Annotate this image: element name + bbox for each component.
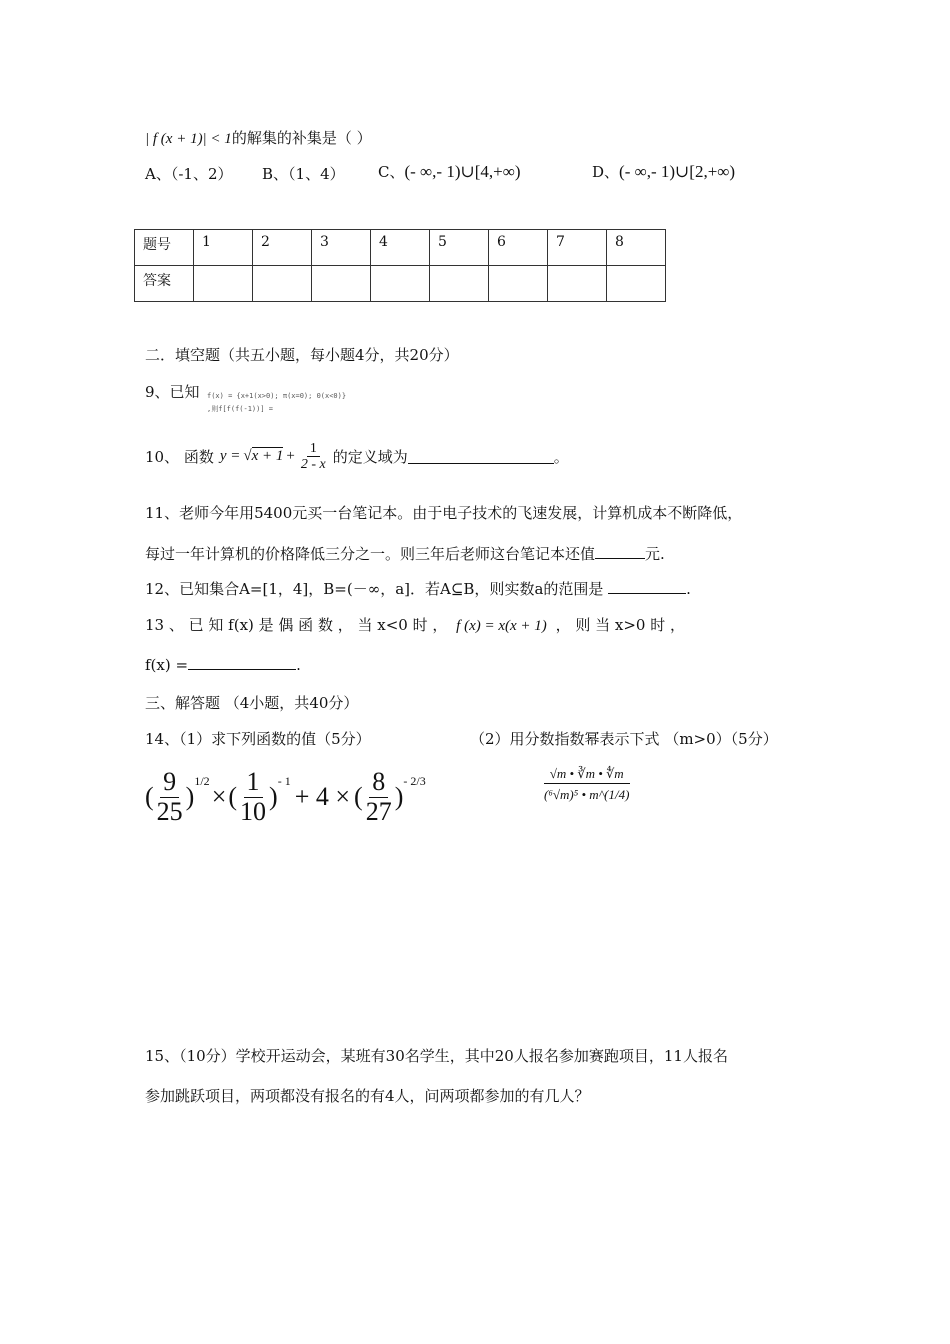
q14-expression-2 [538, 765, 635, 807]
q13-line2-end: . [296, 656, 301, 674]
q10-frac-den: 2 - x [300, 457, 326, 473]
q9-formula-line1: f(x) = {x+1(x>0); π(x=0); 0(x<0)} [207, 392, 347, 400]
q14-f2-num: 1 [244, 768, 263, 798]
q8-option-c-label: C、 [378, 163, 405, 181]
q10 [145, 441, 569, 473]
q12-text: 12、已知集合A=[1，4]，B=(－∞，a]．若A⊆B，则实数a的范围是 [145, 580, 604, 598]
answer-cell[interactable] [430, 266, 489, 302]
table-cell-number: 4 [371, 230, 430, 266]
q14-frac-1-10 [237, 768, 269, 826]
q14-expr2-den: (⁶√m)⁵ • m^(1/4) [544, 787, 630, 803]
q10-prefix: 10、 函数 [145, 448, 214, 467]
q10-answer-blank[interactable] [408, 449, 554, 464]
answer-table-row-answers [135, 266, 666, 302]
q14-f3-den: 27 [365, 796, 392, 826]
table-cell-number: 2 [253, 230, 312, 266]
q14-exp3: - 2/3 [403, 773, 426, 788]
q8-option-d-label: D、 [592, 163, 620, 181]
section3-heading: 三、解答题 （4小题，共40分） [145, 694, 359, 712]
q10-fraction [298, 441, 329, 473]
q10-end: 。 [553, 448, 569, 467]
answer-cell[interactable] [371, 266, 430, 302]
q14-times: × [211, 782, 227, 812]
answer-cell[interactable] [194, 266, 253, 302]
q13-line1-math: f (x) = x(x + 1) [456, 618, 547, 634]
answer-cell[interactable] [607, 266, 666, 302]
q13-line2-text: f(x) = [145, 656, 189, 674]
q8-option-a: A、（-1、2） [145, 165, 233, 183]
table-cell-number: 8 [607, 230, 666, 266]
q8-option-c-math: (- ∞,- 1)∪[4,+∞) [404, 162, 521, 181]
q11-answer-blank[interactable] [595, 545, 645, 559]
q14-f2-den: 10 [240, 796, 267, 826]
q9-formula-line2: ,则f[f(f(-1))] = [207, 405, 274, 413]
q14-exp2: - 1 [277, 773, 291, 788]
q13-line1 [145, 614, 685, 635]
q8-stem-math: | f (x + 1)| < 1 [145, 131, 232, 147]
q8-option-d-math: (- ∞,- 1)∪[2,+∞) [619, 162, 736, 181]
q13-line2 [145, 656, 301, 674]
q11-line1: 11、老师今年用5400元买一台笔记本。由于电子技术的飞速发展，计算机成本不断降低， [145, 504, 743, 522]
q10-plus: + [286, 448, 295, 465]
table-cell-number: 5 [430, 230, 489, 266]
table-cell-number: 6 [489, 230, 548, 266]
answer-table [134, 229, 666, 302]
answer-cell[interactable] [489, 266, 548, 302]
q14-f1-den: 25 [156, 796, 183, 826]
q14-expr2-num: √m • ∛m • ∜m [544, 765, 630, 784]
q13-line1-b: ， 则 当 x>0 时 ， [555, 616, 685, 634]
q14-exp1: 1/2 [194, 773, 210, 788]
q10-frac-num: 1 [307, 441, 320, 457]
q9-prefix: 9、已知 [145, 383, 200, 401]
q8-option-b: B、（1、4） [262, 165, 345, 183]
q14-frac-8-27 [363, 768, 395, 826]
q8-stem [145, 127, 372, 148]
q12 [145, 578, 691, 599]
q15-line1: 15、（10分）学校开运动会，某班有30名学生，其中20人报名参加赛跑项目，11人报名 [145, 1047, 728, 1065]
q8-option-d [592, 161, 735, 182]
q9-formula-image [207, 388, 346, 414]
q14-part1: 14、（1）求下列函数的值（5分） [145, 730, 371, 748]
table-cell-number: 7 [548, 230, 607, 266]
table-cell-number: 3 [312, 230, 371, 266]
answer-cell[interactable] [548, 266, 607, 302]
q14-f3-num: 8 [369, 768, 388, 798]
q14-part2: （2）用分数指数幂表示下式 （m>0）（5分） [470, 730, 778, 748]
answer-cell[interactable] [312, 266, 371, 302]
table-cell-number: 1 [194, 230, 253, 266]
q15-line2: 参加跳跃项目，两项都没有报名的有4人，问两项都参加的有几人？ [145, 1087, 590, 1105]
q12-end: . [686, 580, 691, 598]
section2-heading: 二．填空题（共五小题，每小题4分，共20分） [145, 346, 459, 364]
q11-line2 [145, 543, 665, 564]
answer-table-row-numbers [135, 230, 666, 266]
q10-y-eq: y = [219, 448, 241, 465]
table-header-question-no: 题号 [135, 230, 194, 266]
answer-cell[interactable] [253, 266, 312, 302]
q13-answer-blank[interactable] [188, 656, 296, 670]
q11-line2-text: 每过一年计算机的价格降低三分之一。则三年后老师这台笔记本还值 [145, 545, 596, 563]
q13-line1-a: 13 、 已 知 f(x) 是 偶 函 数 ， 当 x<0 时 ， [145, 616, 448, 634]
q11-line2-end: 元. [645, 545, 665, 563]
q14-frac-9-25 [154, 768, 186, 826]
q10-suffix: 的定义域为 [332, 448, 408, 467]
q8-option-c [378, 161, 521, 182]
q14-plus-four: + 4 × [294, 782, 351, 812]
table-header-answer: 答案 [135, 266, 194, 302]
q12-answer-blank[interactable] [608, 580, 686, 594]
q14-expression-1: ( $\frac{9}{25}$ ) 1/2 × ( $\frac{1}{10}$ ) - 1 + 4 × ( $\frac{8}{27}$ ) - 2/3 [145, 767, 426, 826]
q14-expr2-fraction [538, 765, 635, 807]
q14-f1-num: 9 [160, 768, 179, 798]
q10-sqrt: √x + 1 [243, 448, 284, 465]
q10-sqrt-arg: x + 1 [251, 448, 284, 465]
q8-stem-text: 的解集的补集是（ ） [231, 129, 372, 147]
